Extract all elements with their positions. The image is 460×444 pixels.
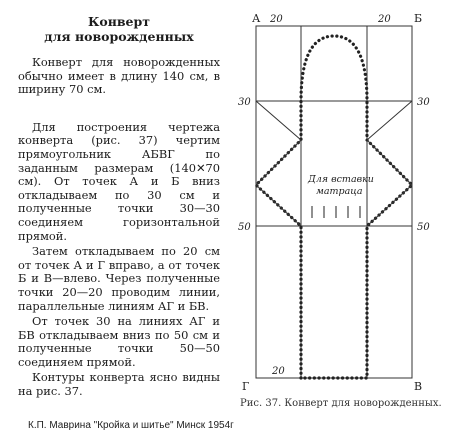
outer-rectangle xyxy=(256,26,412,378)
figure-caption: Рис. 37. Конверт для новорожденных. xyxy=(240,398,442,409)
paragraph-2: Для построения чертежа конверта (рис. 37) чертим прямоугольник АБВГ по заданным размерам (140✕70 см). От точек А и Б вниз откладываем по 30 см и полученные точки 30—30 соединяем горизонтальной прямой. xyxy=(18,119,220,243)
flap-left-bottom xyxy=(256,185,301,226)
corner-g-label: Г xyxy=(242,380,250,393)
top-20-left-label: 20 xyxy=(270,14,283,25)
flap-left-upper xyxy=(256,101,301,140)
flap-left-top xyxy=(256,140,301,185)
source-credit: К.П. Маврина "Кройка и шитье" Минск 1954г xyxy=(28,420,234,431)
corner-b-label: Б xyxy=(414,12,423,25)
flap-right-bottom xyxy=(367,185,412,226)
left-30-label: 30 xyxy=(238,97,251,108)
paragraph-5: Контуры конверта ясно видны на рис. 37. xyxy=(18,370,220,399)
top-20-right-label: 20 xyxy=(378,14,391,25)
flap-right-upper xyxy=(367,101,412,140)
paragraph-4: От точек 30 на линиях АГ и БВ откладываем вниз по 50 см и полученные точки 50—50 соединяем прямой. xyxy=(18,314,220,369)
pattern-drawing xyxy=(224,10,460,400)
article-text xyxy=(18,14,220,399)
paragraph-1: Конверт для новорожденных обычно имеет в длину 140 см, в ширину 70 см. xyxy=(18,55,220,97)
right-50-label: 50 xyxy=(417,222,430,233)
pattern-svg xyxy=(224,10,460,400)
corner-a-label: А xyxy=(252,12,261,25)
left-50-label: 50 xyxy=(238,222,251,233)
mattress-arrows xyxy=(312,206,360,218)
mattress-note-line-2: матраца xyxy=(316,186,363,197)
paragraph-3: Затем откладываем по 20 см от точек А и Г вправо, а от точек Б и В—влево. Через полученные точки 20—20 проводим линии, параллельные линиям АГ и БВ. xyxy=(18,244,220,313)
title-line-1: Конверт xyxy=(88,14,150,29)
envelope-contour xyxy=(256,36,412,378)
right-30-label: 30 xyxy=(417,97,430,108)
article-title xyxy=(18,14,220,44)
corner-v-label: В xyxy=(414,380,423,393)
mattress-note-line-1: Для вставки xyxy=(308,174,374,185)
title-line-2: для новорожденных xyxy=(44,29,194,44)
bottom-20-label: 20 xyxy=(272,366,285,377)
envelope-outline xyxy=(256,36,412,378)
